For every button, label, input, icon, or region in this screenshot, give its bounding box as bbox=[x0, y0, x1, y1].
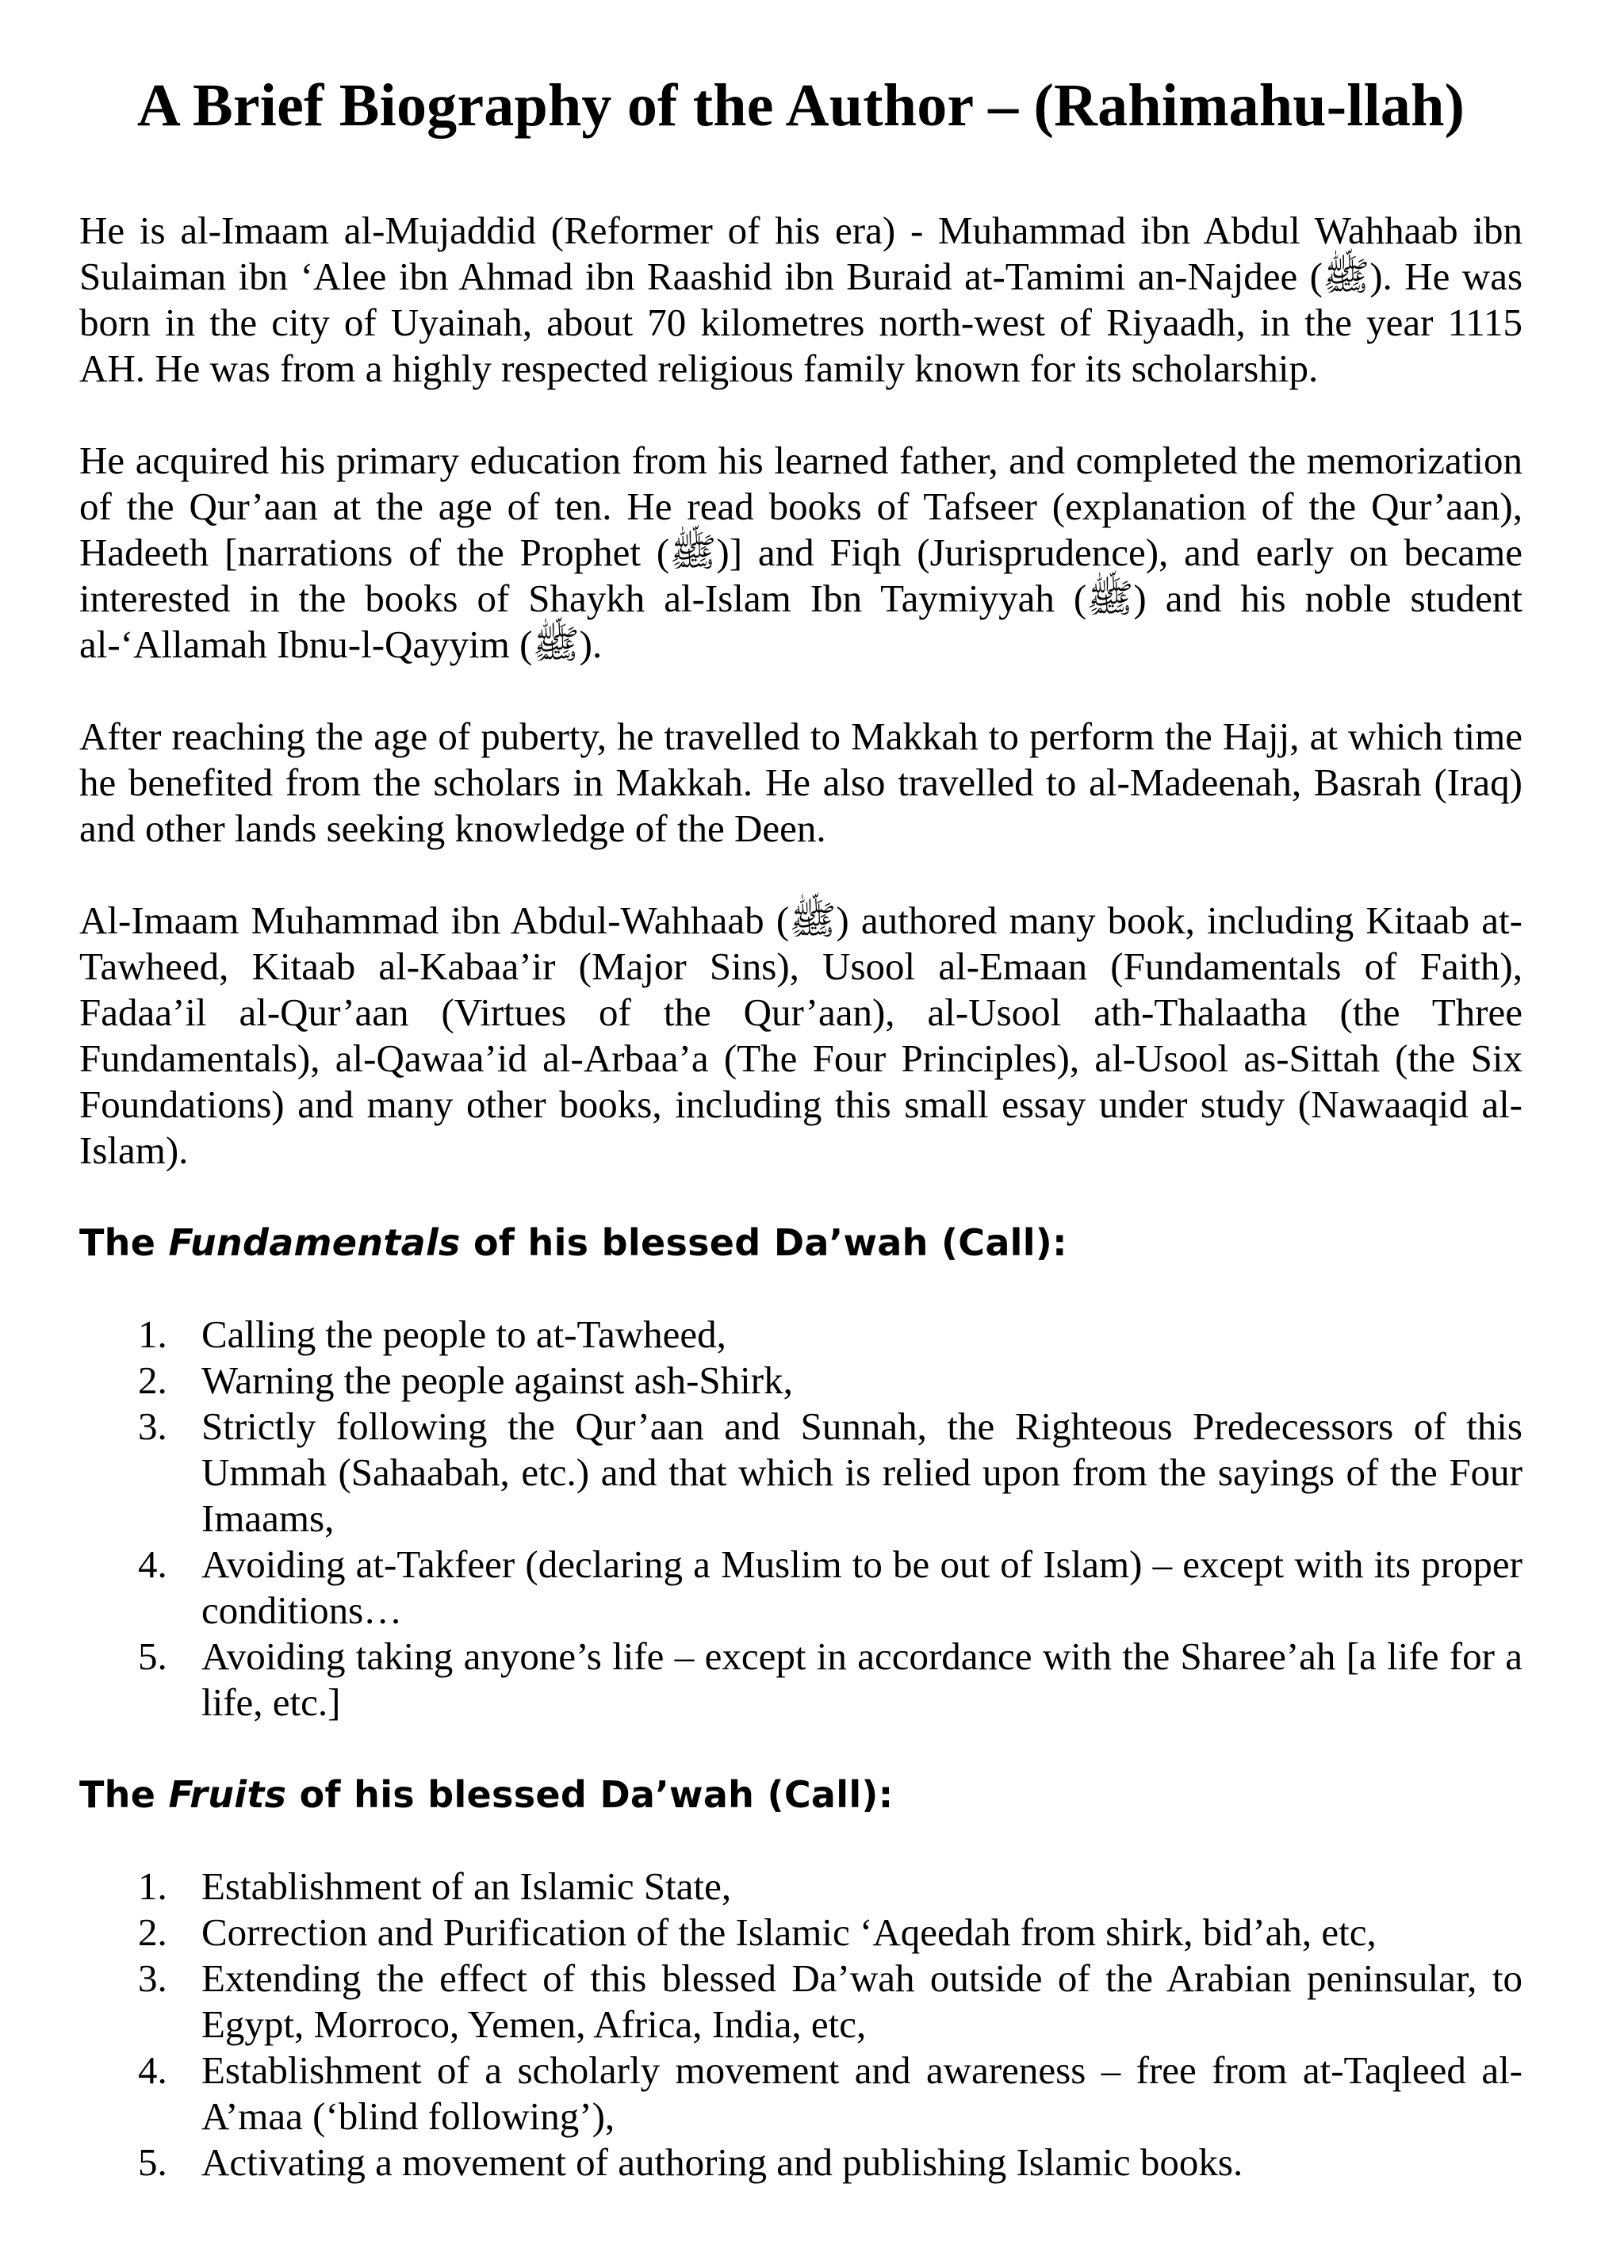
paragraph-works: Al-Imaam Muhammad ibn Abdul-Wahhaab (ﷺ) authored many book, including Kitaab at-Tawheed, Kitaab al-Kabaa’ir (Major Sins), Usool al-Emaan (Fundamentals of Faith), Fadaa’il al-Qur’aan (Virtues of the Qur’aan), al-Usool ath-Thalaatha (the Three Fundamentals), al-Qawaa’id al-Arbaa’a (The Four Principles), al-Usool as-Sittah (the Six Foundations) and many other books, including this small essay under study (Nawaaqid al-Islam). bbox=[79, 898, 1522, 1172]
paragraph-education: He acquired his primary education from his learned father, and completed the memorization of the Qur’aan at the age of ten. He read books of Tafseer (explanation of the Qur’aan), Hadeeth [narrations of the Prophet (ﷺ)] and Fiqh (Jurisprudence), and early on became interested in the books of Shaykh al-Islam Ibn Taymiyyah (ﷺ) and his noble student al-‘Allamah Ibnu-l-Qayyim (ﷺ). bbox=[79, 439, 1522, 666]
list-item bbox=[138, 1864, 1522, 1910]
list-item-text: Extending the effect of this blessed Da’wah outside of the Arabian peninsular, to Egypt, Morroco, Yemen, Africa, India, etc, bbox=[201, 1956, 1522, 2046]
list-item-text: Calling the people to at-Tawheed, bbox=[201, 1312, 726, 1356]
list-item-number: 5. bbox=[138, 1634, 167, 1678]
list-item-number: 1. bbox=[138, 1864, 167, 1908]
list-item-text: Avoiding at-Takfeer (declaring a Muslim to be out of Islam) – except with its proper conditions… bbox=[201, 1542, 1522, 1632]
list-item-number: 4. bbox=[138, 2048, 167, 2092]
list-item bbox=[138, 1956, 1522, 2048]
fundamentals-heading bbox=[79, 1220, 1522, 1266]
list-item-number: 4. bbox=[138, 1542, 167, 1586]
list-item-number: 2. bbox=[138, 1910, 167, 1954]
list-item-number: 3. bbox=[138, 1956, 167, 2000]
list-item bbox=[138, 1358, 1522, 1404]
fruits-heading bbox=[79, 1772, 1522, 1818]
list-item bbox=[138, 1312, 1522, 1358]
list-item-text: Correction and Purification of the Islamic ‘Aqeedah from shirk, bid’ah, etc, bbox=[201, 1910, 1377, 1954]
fundamentals-heading-emphasis: Fundamentals bbox=[168, 1221, 461, 1264]
list-item-text: Strictly following the Qur’aan and Sunnah, the Righteous Predecessors of this Ummah (Sahaabah, etc.) and that which is relied upon from the sayings of the Four Imaams, bbox=[201, 1404, 1522, 1540]
list-item bbox=[138, 1910, 1522, 1956]
list-item-number: 3. bbox=[138, 1404, 167, 1448]
paragraph-lineage: He is al-Imaam al-Mujaddid (Reformer of his era) - Muhammad ibn Abdul Wahhaab ibn Sulaiman ibn ‘Alee ibn Ahmad ibn Raashid ibn Buraid at-Tamimi an-Najdee (ﷺ). He was born in the city of Uyainah, about 70 kilometres north-west of Riyaadh, in the year 1115 AH. He was from a highly respected religious family known for its scholarship. bbox=[79, 209, 1523, 390]
list-item-text: Establishment of a scholarly movement and awareness – free from at-Taqleed al-A’maa (‘blind following’), bbox=[201, 2048, 1522, 2138]
fruits-heading-emphasis: Fruits bbox=[168, 1773, 287, 1816]
list-item-text: Warning the people against ash-Shirk, bbox=[201, 1358, 793, 1402]
list-item bbox=[138, 1542, 1522, 1634]
list-item bbox=[138, 2048, 1522, 2140]
fruits-heading-prefix: The bbox=[79, 1773, 169, 1816]
list-item-number: 1. bbox=[138, 1312, 167, 1356]
paragraph-travels: After reaching the age of puberty, he travelled to Makkah to perform the Hajj, at which time he benefited from the scholars in Makkah. He also travelled to al-Madeenah, Basrah (Iraq) and other lands seeking knowledge of the Deen. bbox=[79, 714, 1522, 850]
list-item bbox=[138, 1404, 1522, 1542]
fundamentals-list bbox=[79, 1312, 1522, 1726]
list-item bbox=[138, 1634, 1522, 1726]
list-item-text: Activating a movement of authoring and publishing Islamic books. bbox=[201, 2140, 1243, 2184]
fundamentals-heading-prefix: The bbox=[79, 1221, 169, 1264]
list-item-number: 2. bbox=[138, 1358, 167, 1402]
fruits-heading-suffix: of his blessed Da’wah (Call): bbox=[286, 1773, 894, 1816]
fundamentals-heading-suffix: of his blessed Da’wah (Call): bbox=[460, 1221, 1067, 1264]
list-item-text: Establishment of an Islamic State, bbox=[201, 1864, 732, 1908]
fruits-list bbox=[79, 1864, 1522, 2186]
list-item-number: 5. bbox=[138, 2140, 167, 2184]
list-item-text: Avoiding taking anyone’s life – except in accordance with the Sharee’ah [a life for a life, etc.] bbox=[201, 1634, 1522, 1724]
list-item bbox=[138, 2140, 1522, 2186]
page-title: A Brief Biography of the Author – (Rahimahu-llah) bbox=[136, 72, 1465, 139]
